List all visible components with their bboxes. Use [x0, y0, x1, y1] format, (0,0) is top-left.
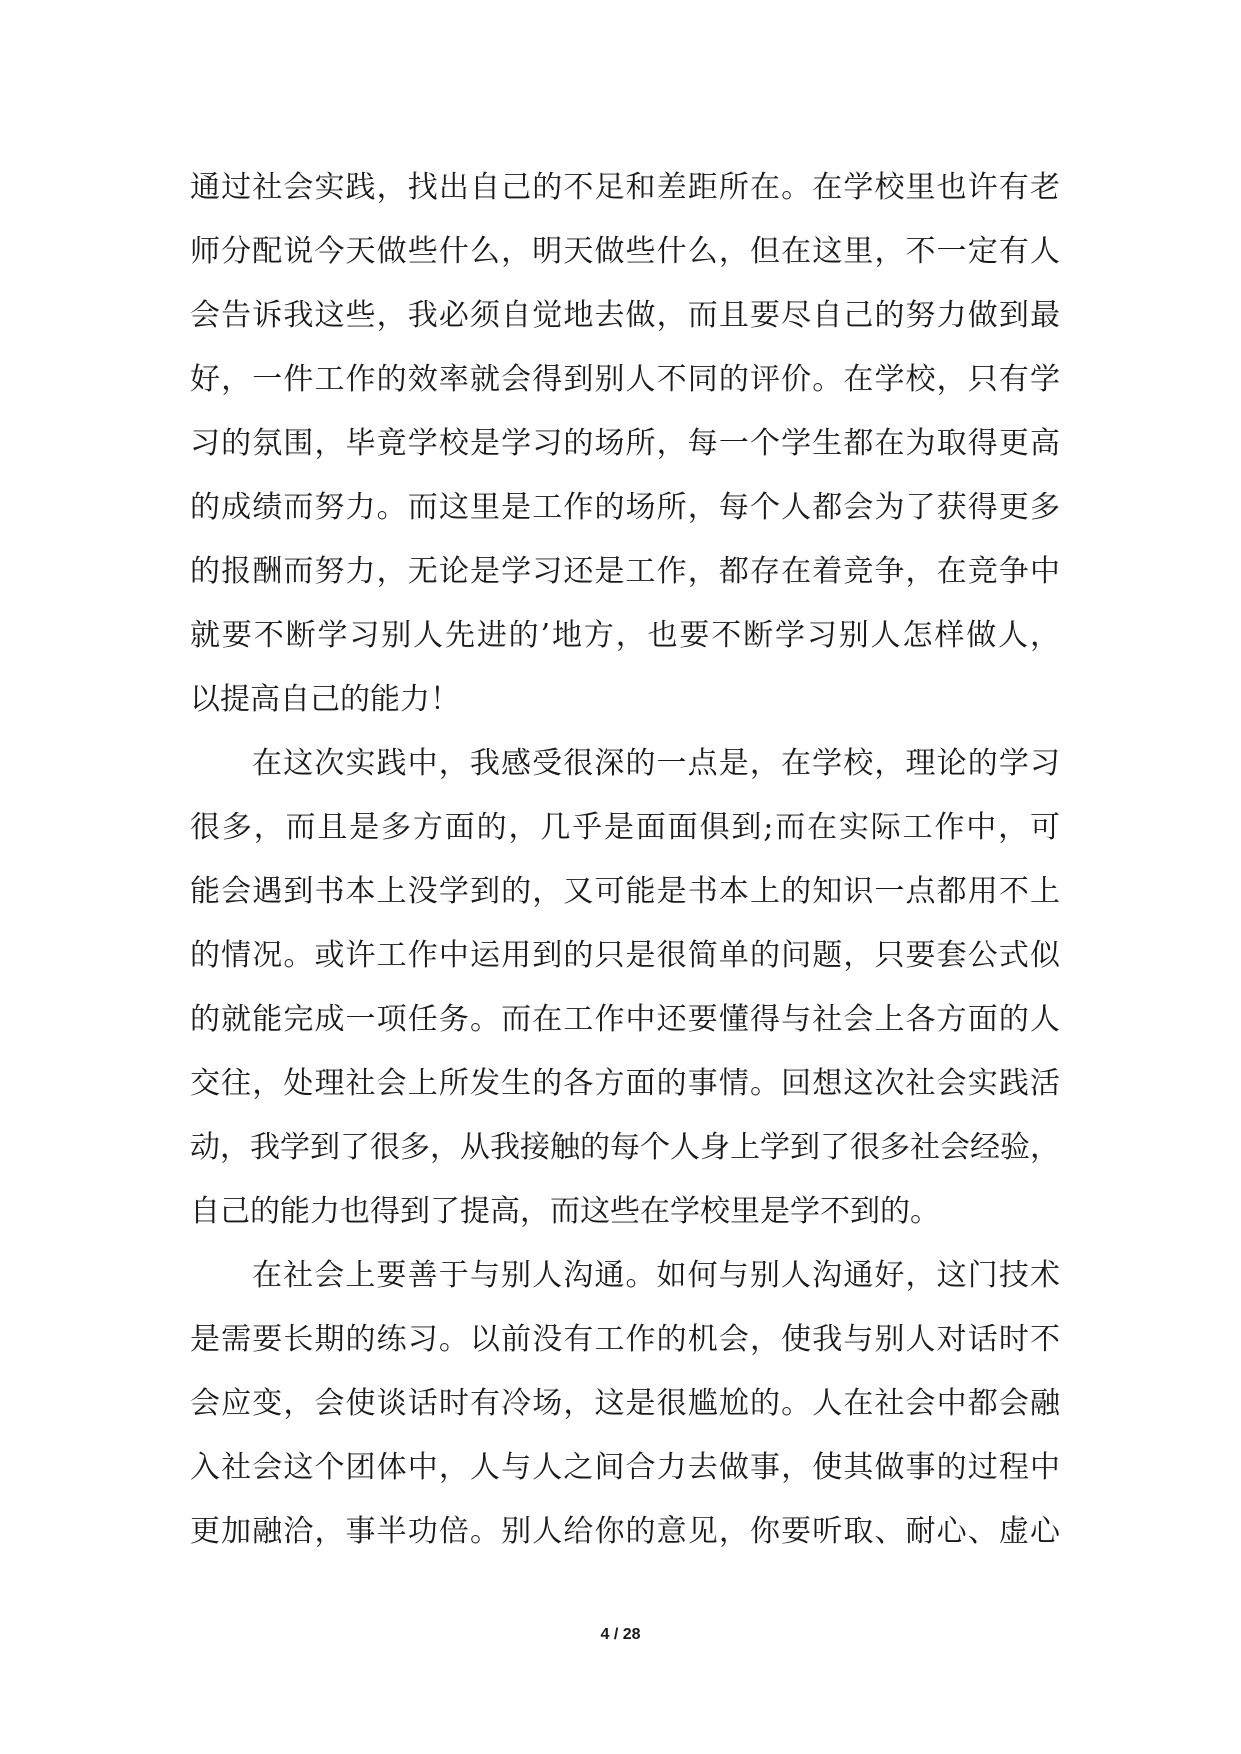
- text-line: 交往，处理社会上所发生的各方面的事情。回想这次社会实践活: [190, 1066, 1060, 1101]
- text-line: 以提高自己的能力！: [190, 682, 460, 717]
- text-line: 好，一件工作的效率就会得到别人不同的评价。在学校，只有学: [190, 362, 1060, 397]
- text-line: 自己的能力也得到了提高，而这些在学校里是学不到的。: [190, 1194, 940, 1229]
- text-line: 通过社会实践，找出自己的不足和差距所在。在学校里也许有老: [190, 170, 1060, 205]
- text-line: 动，我学到了很多，从我接触的每个人身上学到了很多社会经验，: [190, 1130, 1060, 1165]
- text-line: 的报酬而努力，无论是学习还是工作，都存在着竞争，在竞争中: [190, 554, 1060, 589]
- paragraph-3: [190, 1244, 1060, 1564]
- text-line: 入社会这个团体中，人与人之间合力去做事，使其做事的过程中: [190, 1450, 1060, 1485]
- text-line: 就要不断学习别人先进的’地方，也要不断学习别人怎样做人，: [190, 618, 1060, 653]
- page-number: 4 / 28: [600, 1626, 641, 1643]
- body-text: [190, 156, 1060, 1564]
- text-line: 师分配说今天做些什么，明天做些什么，但在这里，不一定有人: [190, 234, 1060, 269]
- text-line: 在社会上要善于与别人沟通。如何与别人沟通好，这门技术: [252, 1258, 1060, 1293]
- text-line: 会应变，会使谈话时有冷场，这是很尴尬的。人在社会中都会融: [190, 1386, 1060, 1421]
- text-line: 更加融洽，事半功倍。别人给你的意见，你要听取、耐心、虚心: [190, 1514, 1060, 1549]
- text-line: 习的氛围，毕竟学校是学习的场所，每一个学生都在为取得更高: [190, 426, 1060, 461]
- text-line: 的情况。或许工作中运用到的只是很简单的问题，只要套公式似: [190, 938, 1060, 973]
- paragraph-1: [190, 156, 1060, 732]
- text-line: 的就能完成一项任务。而在工作中还要懂得与社会上各方面的人: [190, 1002, 1060, 1037]
- text-line: 会告诉我这些，我必须自觉地去做，而且要尽自己的努力做到最: [190, 298, 1060, 333]
- text-line: 很多，而且是多方面的，几乎是面面俱到;而在实际工作中，可: [190, 810, 1060, 845]
- text-line: 是需要长期的练习。以前没有工作的机会，使我与别人对话时不: [190, 1322, 1060, 1357]
- text-line: 的成绩而努力。而这里是工作的场所，每个人都会为了获得更多: [190, 490, 1060, 525]
- text-line: 能会遇到书本上没学到的，又可能是书本上的知识一点都用不上: [190, 874, 1060, 909]
- paragraph-2: [190, 732, 1060, 1244]
- text-line: 在这次实践中，我感受很深的一点是，在学校，理论的学习: [252, 746, 1060, 781]
